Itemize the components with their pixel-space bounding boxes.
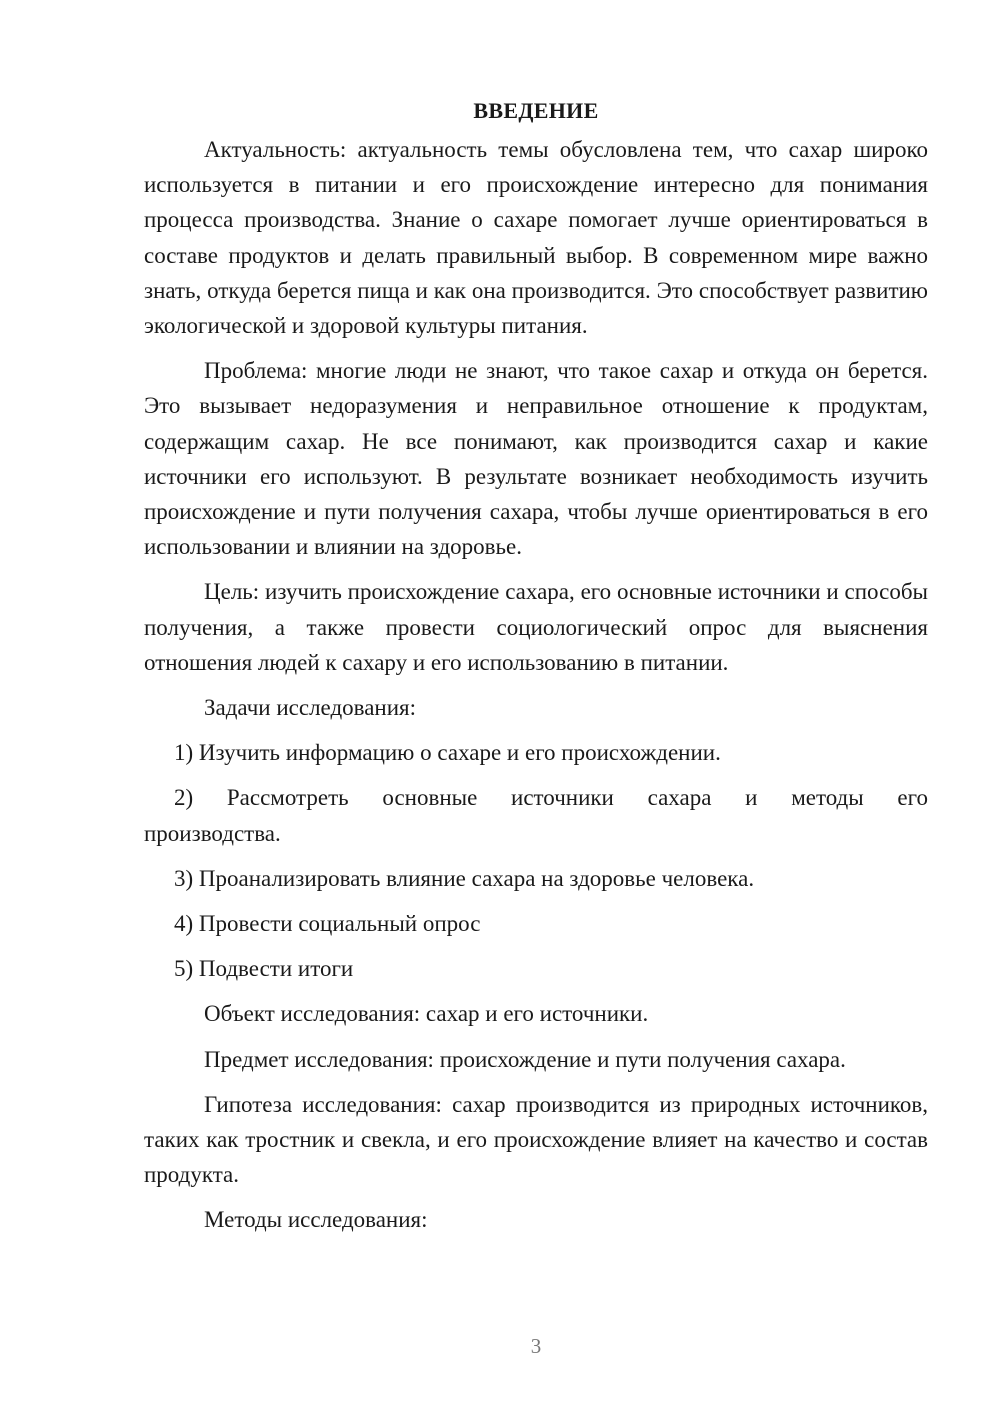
task-item-2 xyxy=(144,780,928,850)
methods-heading: Методы исследования: xyxy=(204,1207,428,1233)
paragraph-object: Объект исследования: сахар и его источники. xyxy=(204,1001,649,1027)
paragraph-goal: Цель: изучить происхождение сахара, его основные источники и способы получения, а также провести социологический опрос для выяснения отношения людей к сахару и его использованию в питании. xyxy=(144,579,928,675)
task-item-3: 3) Проанализировать влияние сахара на здоровье человека. xyxy=(174,865,755,891)
page-content xyxy=(144,96,928,1248)
page-number: 3 xyxy=(530,1334,542,1358)
paragraph-relevance: Актуальность: актуальность темы обусловлена тем, что сахар широко используется в питании и его происхождение интересно для понимания процесса производства. Знание о сахаре помогает лучше ориентироваться в составе продуктов и делать правильный выбор. В современном мире важно знать, откуда берется пища и как она производится. Это способствует развитию экологической и здоровой культуры питания. xyxy=(144,137,928,339)
task-item-2-line-2: производства. xyxy=(144,820,281,846)
section-title: ВВЕДЕНИЕ xyxy=(473,98,599,123)
task-item-1: 1) Изучить информацию о сахаре и его происхождении. xyxy=(174,740,721,766)
task-item-4: 4) Провести социальный опрос xyxy=(174,911,481,937)
tasks-heading: Задачи исследования: xyxy=(204,695,417,721)
task-item-5: 5) Подвести итоги xyxy=(174,956,354,982)
task-item-2-line-1: 2) Рассмотреть основные источники сахара и методы его xyxy=(174,785,928,811)
paragraph-hypothesis: Гипотеза исследования: сахар производится из природных источников, таких как тростник и свекла, и его происхождение влияет на качество и состав продукта. xyxy=(144,1091,928,1188)
paragraph-problem: Проблема: многие люди не знают, что такое сахар и откуда он берется. Это вызывает недоразумения и неправильное отношение к продуктам, содержащим сахар. Не все понимают, как производится сахар и какие источники его используют. В результате возникает необходимость изучить происхождение и пути получения сахара, чтобы лучше ориентироваться в его использовании и влиянии на здоровье. xyxy=(144,358,928,560)
paragraph-subject: Предмет исследования: происхождение и пути получения сахара. xyxy=(204,1046,846,1072)
